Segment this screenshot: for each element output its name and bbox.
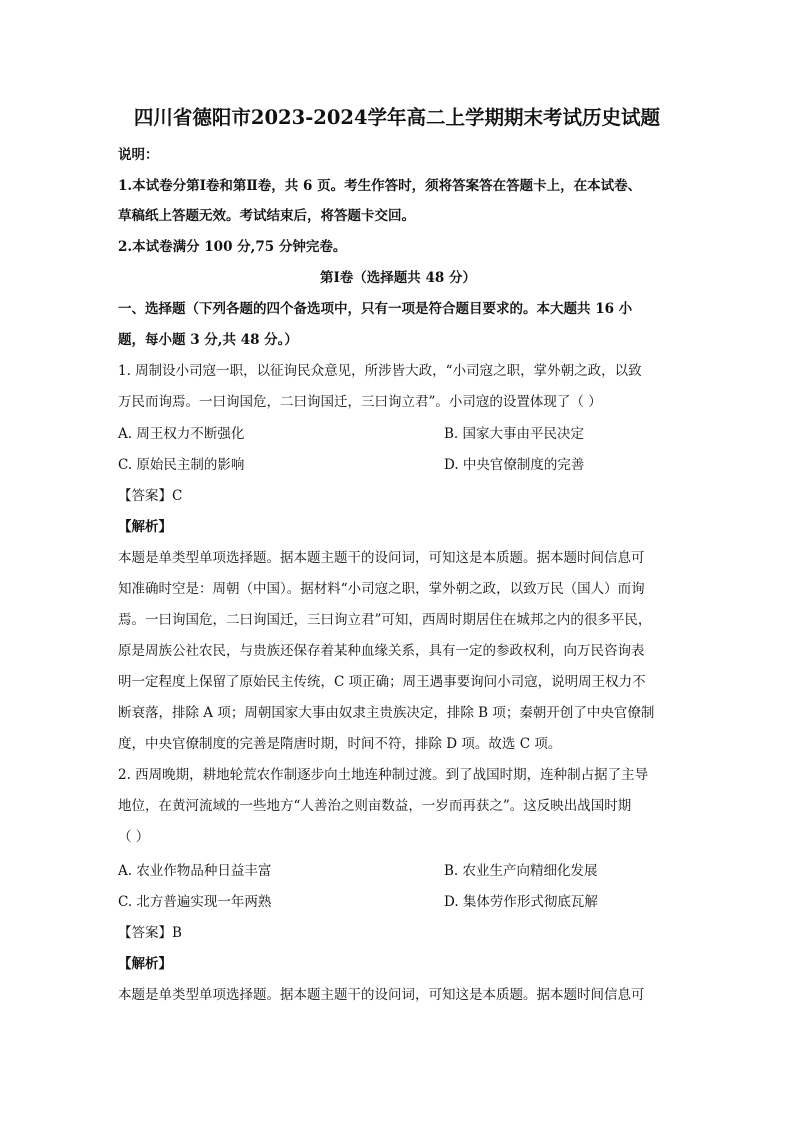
instruction-item-1-line-1: 1.本试卷分第Ⅰ卷和第Ⅱ卷，共 6 页。考生作答时，须将答案答在答题卡上，在本试卷、 [118, 178, 642, 194]
part-heading-line-1: 一、选择题（下列各题的四个备选项中，只有一项是符合题目要求的。本大题共 16 小 [118, 301, 633, 317]
question-2-stem-line-3: （ ） [118, 829, 150, 845]
question-2-stem-line-2: 地位，在黄河流域的一些地方“人善治之则亩数益，一岁而再获之”。这反映出战国时期 [118, 798, 632, 814]
question-2-answer: 【答案】B [118, 925, 182, 941]
question-1-explanation-line-2: 知准确时空是：周朝（中国）。据材料“小司寇之职，掌外朝之政，以致万民（国人）而询 [118, 581, 645, 597]
question-1-explanation-line-3: 焉。一曰询国危，二曰询国迁，三曰询立君”可知，西周时期居住在城邦之内的很多平民， [118, 612, 652, 628]
instructions-heading: 说明： [118, 147, 159, 163]
question-2-explanation-line-1: 本题是单类型单项选择题。据本题主题干的设问词，可知这是本质题。据本题时间信息可 [118, 987, 645, 1003]
question-2-option-a: A. 农业作物品种日益丰富 [118, 863, 272, 879]
question-1-option-a: A. 周王权力不断强化 [118, 426, 245, 442]
section-heading: 第Ⅰ卷（选择题共 48 分） [319, 270, 476, 286]
question-1-explanation-line-1: 本题是单类型单项选择题。据本题主题干的设问词，可知这是本质题。据本题时间信息可 [118, 550, 645, 566]
question-2-option-c: C. 北方普遍实现一年两熟 [118, 894, 272, 910]
question-1-option-b: B. 国家大事由平民决定 [444, 426, 585, 442]
question-2-stem-line-1: 2. 西周晚期，耕地轮荒农作制逐步向土地连种制过渡。到了战国时期，连种制占据了主导 [118, 767, 649, 783]
question-2-option-b: B. 农业生产向精细化发展 [444, 863, 598, 879]
part-heading-line-2: 题，每小题 3 分,共 48 分。） [118, 332, 298, 348]
question-2-option-d: D. 集体劳作形式彻底瓦解 [444, 894, 598, 910]
question-1-option-d: D. 中央官僚制度的完善 [444, 457, 585, 473]
question-1-option-c: C. 原始民主制的影响 [118, 457, 245, 473]
question-1-explanation-line-4: 原是周族公社农民，与贵族还保存着某种血缘关系，具有一定的参政权利，向万民咨询表 [118, 643, 645, 659]
instruction-item-1-line-2: 草稿纸上答题无效。考试结束后，将答题卡交回。 [118, 208, 415, 224]
question-1-explanation-line-7: 度，中央官僚制度的完善是隋唐时期，时间不符，排除 D 项。故选 C 项。 [118, 736, 562, 752]
question-1-stem-line-1: 1. 周制设小司寇一职，以征询民众意见，所涉皆大政，“小司寇之职，掌外朝之政，以致 [118, 363, 642, 379]
question-1-explanation-line-5: 明一定程度上保留了原始民主传统，C 项正确；周王遇事要询问小司寇，说明周王权力不 [118, 674, 646, 690]
instruction-item-2: 2.本试卷满分 100 分,75 分钟完卷。 [118, 239, 347, 255]
page-title: 四川省德阳市2023-2024学年高二上学期期末考试历史试题 [133, 106, 661, 129]
question-1-explanation-line-6: 断衰落，排除 A 项；周朝国家大事由奴隶主贵族决定，排除 B 项；秦朝开创了中央官僚制 [118, 705, 655, 721]
question-1-stem-line-2: 万民而询焉。一曰询国危，二曰询国迁，三曰询立君”。小司寇的设置体现了（ ） [118, 394, 602, 410]
question-2-analysis-label: 【解析】 [118, 956, 172, 972]
question-1-analysis-label: 【解析】 [118, 519, 172, 535]
question-1-answer: 【答案】C [118, 488, 183, 504]
